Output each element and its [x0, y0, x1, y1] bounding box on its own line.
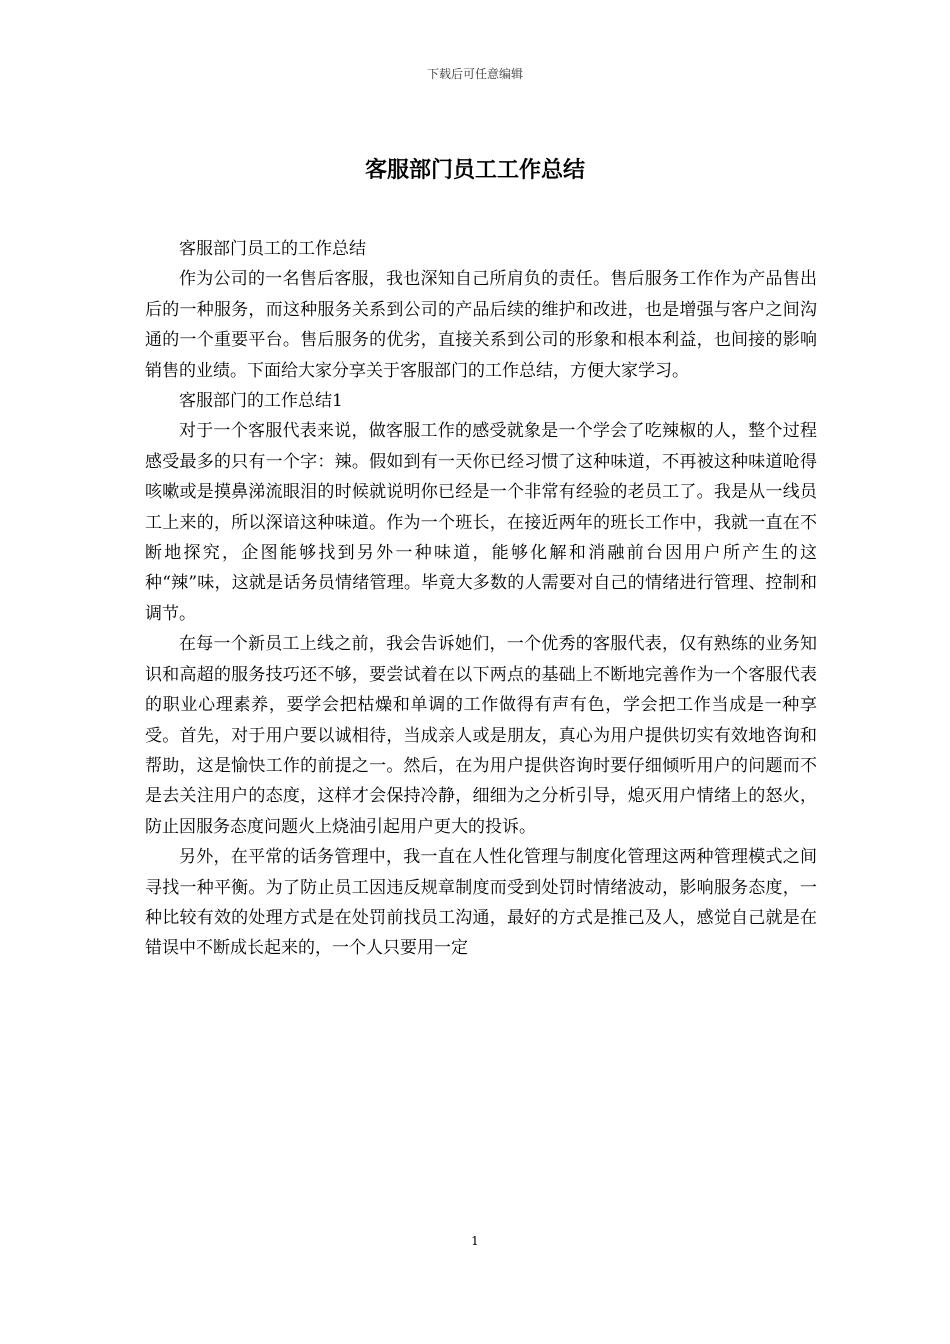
page-number: 1: [471, 1234, 479, 1248]
paragraph-intro: 作为公司的一名售后客服，我也深知自己所肩负的责任。售后服务工作作为产品售出后的一种服务，而这种服务关系到公司的产品后续的维护和改进，也是增强与客户之间沟通的一个重要平台。售后服务的优劣，直接关系到公司的形象和根本利益，也间接的影响销售的业绩。下面给大家分享关于客服部门的工作总结，方便大家学习。: [145, 269, 817, 381]
document-title: 客服部门员工工作总结: [364, 157, 585, 183]
paragraph-body: 在每一个新员工上线之前，我会告诉她们，一个优秀的客服代表，仅有熟练的业务知识和高超的服务技巧还不够，要尝试着在以下两点的基础上不断地完善作为一个客服代表的职业心理素养，要学会把枯燥和单调的工作做得有声有色，学会把工作当成是一种享受。首先，对于用户要以诚相待，当成亲人或是朋友，真心为用户提供切实有效地咨询和帮助，这是愉快工作的前提之一。然后，在为用户提供咨询时要仔细倾听用户的问题而不是去关注用户的态度，这样才会保持冷静，细细为之分析引导，熄灭用户情绪上的怒火，防止因服务态度问题火上烧油引起用户更大的投诉。: [145, 634, 817, 837]
paragraph-body: 对于一个客服代表来说，做客服工作的感受就象是一个学会了吃辣椒的人，整个过程感受最多的只有一个字：辣。假如到有一天你已经习惯了这种味道，不再被这种味道呛得咳嗽或是摸鼻涕流眼泪的时候就说明你已经是一个非常有经验的老员工了。我是从一线员工上来的，所以深谙这种味道。作为一个班长，在接近两年的班长工作中，我就一直在不断地探究，企图能够找到另外一种味道，能够化解和消融前台因用户所产生的这种“辣”味，这就是话务员情绪管理。毕竟大多数的人需要对自己的情绪进行管理、控制和调节。: [145, 421, 817, 624]
paragraph-subtitle: 客服部门员工的工作总结: [179, 239, 366, 259]
header-note: 下载后可任意编辑: [426, 67, 523, 81]
document-body: [145, 234, 817, 964]
paragraph-section-heading: 客服部门的工作总结1: [179, 391, 343, 412]
paragraph-body: 另外，在平常的话务管理中，我一直在人性化管理与制度化管理这两种管理模式之间寻找一种平衡。为了防止员工因违反规章制度而受到处罚时情绪波动，影响服务态度，一种比较有效的处理方式是在处罚前找员工沟通，最好的方式是推己及人，感觉自己就是在错误中不断成长起来的，一个人只要用一定: [145, 847, 817, 959]
